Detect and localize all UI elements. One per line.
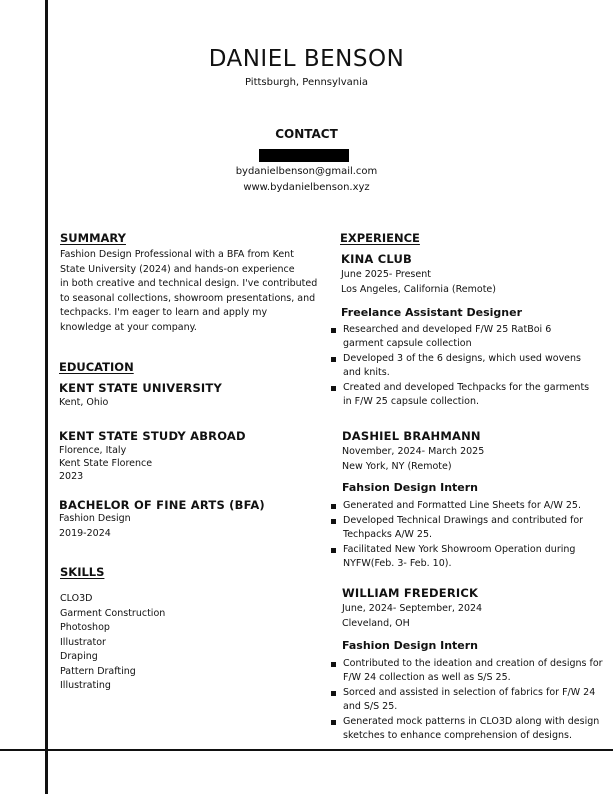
skill-item: Illustrator bbox=[60, 636, 106, 648]
bottom-margin-rule bbox=[0, 749, 613, 751]
job-company: KINA CLUB bbox=[341, 252, 412, 266]
skills-heading: SKILLS bbox=[60, 565, 105, 579]
skill-item: Photoshop bbox=[60, 622, 110, 633]
job-company: WILLIAM FREDERICK bbox=[342, 586, 479, 600]
job-meta bbox=[341, 268, 496, 297]
education-detail: Florence, Italy bbox=[59, 445, 127, 456]
website-text: www.bydanielbenson.xyz bbox=[243, 182, 370, 193]
job-role: Freelance Assistant Designer bbox=[341, 306, 523, 319]
email-text: bydanielbenson@gmail.com bbox=[235, 166, 378, 177]
education-heading: EDUCATION bbox=[59, 360, 134, 374]
applicant-location: Pittsburgh, Pennsylvania bbox=[244, 77, 368, 88]
job-location: Cleveland, OH bbox=[342, 617, 410, 629]
list-item: Sorced and assisted in selection of fabrics for F/W 24 and S/S 25. bbox=[331, 686, 603, 714]
education-title: KENT STATE UNIVERSITY bbox=[59, 381, 222, 395]
experience-heading: EXPERIENCE bbox=[340, 231, 420, 245]
skill-item: Pattern Drafting bbox=[60, 665, 136, 677]
skill-item: Illustrating bbox=[60, 680, 111, 691]
education-details bbox=[59, 512, 131, 541]
job-location: Los Angeles, California (Remote) bbox=[341, 283, 496, 295]
skills-list bbox=[60, 592, 165, 694]
education-title: KENT STATE STUDY ABROAD bbox=[59, 429, 246, 443]
list-item: Developed Technical Drawings and contributed for Techpacks A/W 25. bbox=[331, 514, 583, 542]
job-role: Fashion Design Intern bbox=[342, 639, 479, 652]
redacted-phone bbox=[259, 149, 349, 162]
summary-line: techpacks. I'm eager to learn and apply my bbox=[60, 307, 268, 318]
applicant-name: DANIEL BENSON bbox=[208, 46, 405, 72]
job-bullets bbox=[331, 323, 589, 410]
education-detail: 2019-2024 bbox=[59, 527, 111, 539]
job-bullets bbox=[331, 657, 603, 744]
summary-line: Fashion Design Professional with a BFA from Kent bbox=[60, 249, 294, 260]
summary-line: to seasonal collections, showroom presentations, and bbox=[60, 292, 316, 304]
skill-item: Garment Construction bbox=[60, 607, 166, 619]
list-item: Facilitated New York Showroom Operation during NYFW(Feb. 3- Feb. 10). bbox=[331, 543, 583, 571]
job-location: New York, NY (Remote) bbox=[342, 460, 452, 472]
list-item: Contributed to the ideation and creation of designs for F/W 24 collection as well as S/S 25. bbox=[331, 657, 603, 685]
list-item: Developed 3 of the 6 designs, which used wovens and knits. bbox=[331, 352, 589, 380]
job-bullets bbox=[331, 499, 583, 572]
summary-line: knowledge at your company. bbox=[60, 321, 197, 333]
education-detail: 2023 bbox=[59, 471, 84, 482]
list-item: Generated mock patterns in CLO3D along with design sketches to enhance comprehension of designs. bbox=[331, 715, 603, 743]
left-margin-rule bbox=[45, 0, 48, 794]
list-item: Researched and developed F/W 25 RatBoi 6 garment capsule collection bbox=[331, 323, 589, 351]
job-meta bbox=[342, 445, 484, 474]
job-dates: June, 2024- September, 2024 bbox=[342, 603, 483, 614]
education-detail: Kent State Florence bbox=[59, 458, 153, 469]
education-detail: Kent, Ohio bbox=[59, 397, 109, 408]
list-item: Created and developed Techpacks for the garments in F/W 25 capsule collection. bbox=[331, 381, 589, 409]
summary-text bbox=[60, 248, 317, 335]
job-role: Fahsion Design Intern bbox=[342, 481, 479, 494]
education-details bbox=[59, 396, 108, 411]
skill-item: Draping bbox=[60, 651, 98, 662]
contact-heading: CONTACT bbox=[275, 127, 338, 141]
education-title: BACHELOR OF FINE ARTS (BFA) bbox=[59, 498, 265, 512]
skill-item: CLO3D bbox=[60, 593, 93, 604]
summary-line: State University (2024) and hands-on experience bbox=[60, 263, 295, 275]
summary-line: in both creative and technical design. I've contributed bbox=[60, 278, 318, 289]
list-item: Generated and Formatted Line Sheets for A/W 25. bbox=[331, 499, 583, 513]
job-meta bbox=[342, 602, 482, 631]
education-details bbox=[59, 444, 152, 483]
job-dates: June 2025- Present bbox=[341, 269, 431, 280]
education-detail: Fashion Design bbox=[59, 513, 131, 524]
summary-heading: SUMMARY bbox=[60, 231, 126, 245]
job-dates: November, 2024- March 2025 bbox=[342, 446, 485, 457]
job-company: DASHIEL BRAHMANN bbox=[342, 429, 481, 443]
